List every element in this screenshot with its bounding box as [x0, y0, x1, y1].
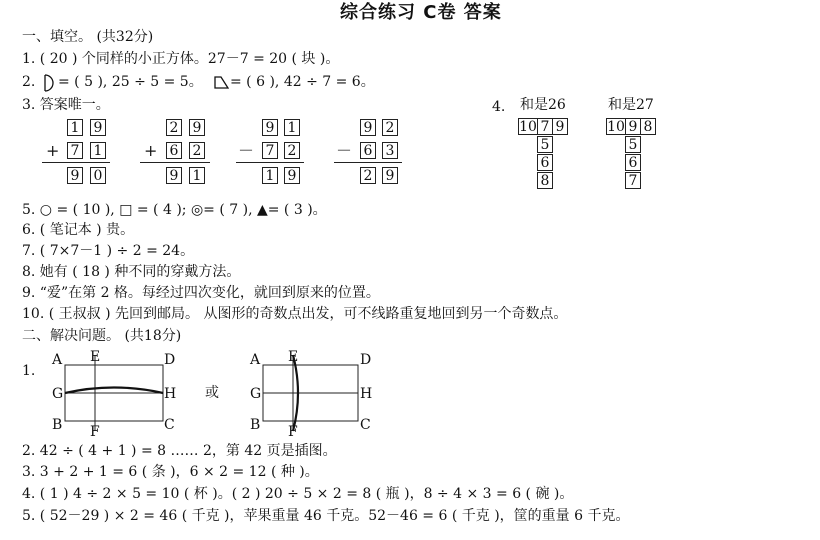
problem-1-number: 1.: [22, 363, 36, 379]
point-label-e: E: [90, 350, 101, 365]
rectangle-figure-vertical-curve: [246, 350, 386, 440]
digit-box: 2: [284, 142, 300, 159]
point-label-d: D: [360, 352, 372, 368]
point-label-e: E: [288, 350, 299, 365]
point-label-h: H: [360, 386, 373, 402]
number-box: 7: [625, 172, 641, 189]
problem-4: 4. ( 1 ) 4 ÷ 2 × 5 = 10 ( 杯 )。( 2 ) 20 ÷ 5 × 2 = 8 ( 瓶 )，8 ÷ 4 × 3 = 6 ( 碗 )。: [22, 486, 574, 502]
answer-3: 3. 答案唯一。: [22, 97, 110, 113]
digit-box: 0: [90, 167, 106, 184]
point-label-c: C: [164, 417, 175, 433]
path-curve: [65, 388, 163, 394]
number-box: 10: [607, 119, 625, 135]
number-box: 7: [537, 118, 553, 135]
answer-2a: = ( 5 ), 25 ÷ 5 = 5。: [58, 74, 203, 90]
digit-box: 9: [262, 119, 278, 136]
point-label-f: F: [90, 424, 100, 440]
difference-line: [236, 162, 304, 163]
digit-box: 2: [166, 119, 182, 136]
digit-box: 2: [382, 119, 398, 136]
point-label-b: B: [250, 417, 261, 433]
answer-4-number: 4.: [492, 99, 506, 115]
answer-7: 7. ( 7×7－1 ) ÷ 2 = 24。: [22, 243, 195, 259]
section2-heading: 二、解决问题。 (共18分): [22, 328, 182, 344]
point-label-a: A: [250, 352, 261, 368]
digit-box: 6: [166, 142, 182, 159]
answer-2-number: 2.: [22, 74, 36, 90]
rectangle-figure-horizontal-curve: [48, 350, 188, 440]
or-label: 或: [205, 385, 219, 401]
digit-box: 1: [189, 167, 205, 184]
point-label-g: G: [250, 386, 262, 402]
digit-box: 1: [90, 142, 106, 159]
problem-3: 3. 3 + 2 + 1 = 6 ( 条 )，6 × 2 = 12 ( 种 )。: [22, 464, 319, 480]
answer-1: 1. ( 20 ) 个同样的小正方体。27－7 = 20 ( 块 )。: [22, 51, 340, 67]
digit-box: 2: [189, 142, 205, 159]
problem-2: 2. 42 ÷ ( 4 + 1 ) = 8 …… 2，第 42 页是插图。: [22, 443, 337, 459]
point-label-d: D: [164, 352, 176, 368]
digit-box: 3: [382, 142, 398, 159]
digit-box: 7: [67, 142, 83, 159]
point-label-h: H: [164, 386, 177, 402]
problem-5: 5. ( 52－29 ) × 2 = 46 ( 千克 )，苹果重量 46 千克。52－46 = 6 ( 千克 )，筐的重量 6 千克。: [22, 508, 630, 524]
number-box: 8: [537, 172, 553, 189]
number-box: 9: [625, 118, 641, 135]
digit-box: 9: [67, 167, 83, 184]
digit-box: 9: [360, 119, 376, 136]
answer-2b: = ( 6 ), 42 ÷ 7 = 6。: [230, 74, 375, 90]
digit-box: 1: [262, 167, 278, 184]
number-box: 8: [640, 118, 656, 135]
number-box: 10: [519, 119, 537, 135]
number-box: 5: [625, 136, 641, 153]
point-label-b: B: [52, 417, 63, 433]
digit-box: 2: [360, 167, 376, 184]
answer-8: 8. 她有 ( 18 ) 种不同的穿戴方法。: [22, 264, 241, 280]
section1-heading: 一、填空。 (共32分): [22, 29, 154, 45]
number-box: 5: [537, 136, 553, 153]
half-circle-icon: [42, 74, 56, 92]
number-box: 6: [537, 154, 553, 171]
answer-4-label-sum-26: 和是26: [520, 97, 566, 113]
answer-9: 9. “爱”在第 2 格。每经过四次变化，就回到原来的位置。: [22, 285, 380, 301]
trapezoid-icon: [213, 75, 229, 89]
number-box: 6: [625, 154, 641, 171]
sum-line: [140, 162, 210, 163]
number-box: 9: [552, 118, 568, 135]
difference-line: [334, 162, 402, 163]
minus-sign: －: [238, 141, 255, 160]
answer-5: 5. ○ = ( 10 ), □ = ( 4 ); ◎= ( 7 ), ▲= ( 3 )。: [22, 202, 327, 218]
digit-box: 9: [166, 167, 182, 184]
digit-box: 6: [360, 142, 376, 159]
answer-6: 6. ( 笔记本 ) 贵。: [22, 222, 135, 238]
answer-4-label-sum-27: 和是27: [608, 97, 654, 113]
digit-box: 1: [284, 119, 300, 136]
digit-box: 9: [189, 119, 205, 136]
digit-box: 9: [90, 119, 106, 136]
digit-box: 9: [382, 167, 398, 184]
plus-sign: +: [144, 141, 158, 160]
answer-10: 10. ( 王叔叔 ) 先回到邮局。 从图形的奇数点出发，可不线路重复地回到另一个奇数点。: [22, 306, 568, 322]
minus-sign: －: [336, 141, 353, 160]
digit-box: 1: [67, 119, 83, 136]
plus-sign: +: [46, 141, 60, 160]
digit-box: 9: [284, 167, 300, 184]
digit-box: 7: [262, 142, 278, 159]
point-label-g: G: [52, 386, 64, 402]
point-label-a: A: [52, 352, 63, 368]
sum-line: [42, 162, 110, 163]
page-title: 综合练习 C卷 答案: [340, 2, 502, 23]
point-label-f: F: [288, 424, 298, 440]
point-label-c: C: [360, 417, 371, 433]
